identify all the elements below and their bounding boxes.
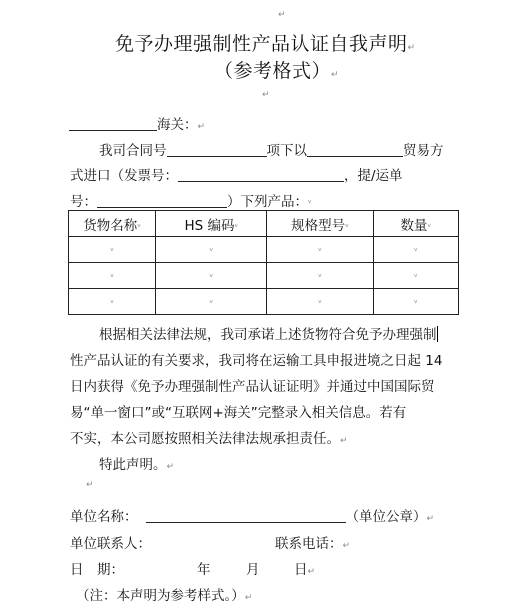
customs-blank[interactable] <box>69 116 157 131</box>
table-row <box>69 237 459 263</box>
trade-mode-blank[interactable] <box>307 142 403 157</box>
table-cell[interactable]: ᵛ <box>373 237 458 263</box>
commitment-line: 易“单一窗口”或“互联网+海关”完整录入相关信息。若有 <box>70 405 407 421</box>
bill-line: 号： ）下列产品：ᵛ <box>70 194 312 210</box>
table-cell[interactable]: ᵛ <box>69 263 156 289</box>
unit-name-line: 单位名称： （单位公章）↵ <box>70 509 435 525</box>
date-day: 日↵ <box>294 562 316 578</box>
paragraph-mark: ↵ <box>86 480 94 490</box>
paragraph-mark: ↵ <box>262 90 270 100</box>
date-label: 日 期： <box>70 562 124 578</box>
commitment-line: 性产品认证的有关要求，我司将在运输工具申报进境之日起 14 <box>70 353 443 369</box>
bill-number-blank[interactable] <box>97 193 227 208</box>
column-header: 数量ᵛ <box>373 211 458 237</box>
table-cell[interactable]: ᵛ <box>267 237 373 263</box>
table-header-row <box>69 211 459 237</box>
table-cell[interactable]: ᵛ <box>156 263 267 289</box>
table-cell[interactable]: ᵛ <box>69 289 156 315</box>
date-month: 月 <box>246 562 260 578</box>
phone-label: 联系电话：↵ <box>275 536 351 552</box>
date-year: 年 <box>197 562 211 578</box>
column-header: 规格型号ᵛ <box>267 211 373 237</box>
goods-table <box>68 210 459 315</box>
table-cell[interactable]: ᵛ <box>267 263 373 289</box>
contract-number-blank[interactable] <box>167 142 267 157</box>
contract-line: 我司合同号 项下以 贸易方 <box>99 143 444 159</box>
declaration-text: 特此声明。↵ <box>99 457 175 473</box>
table-row <box>69 263 459 289</box>
document-title: 免予办理强制性产品认证自我声明↵ <box>115 33 416 55</box>
document-subtitle: （参考格式）↵ <box>214 60 340 82</box>
invoice-number-blank[interactable] <box>178 167 344 182</box>
table-row <box>69 289 459 315</box>
table-cell[interactable]: ᵛ <box>156 237 267 263</box>
table-cell[interactable]: ᵛ <box>156 289 267 315</box>
unit-name-blank[interactable] <box>146 508 346 523</box>
column-header: HS 编码ᵛ <box>156 211 267 237</box>
footnote: （注：本声明为参考样式。）↵ <box>76 588 253 604</box>
paragraph-mark: ↵ <box>278 10 286 20</box>
contact-person-label: 单位联系人： <box>70 536 151 552</box>
commitment-line: 日内获得《免予办理强制性产品认证证明》并通过中国国际贸 <box>70 379 435 395</box>
customs-line: 海关：↵ <box>69 113 205 133</box>
commitment-line: 不实，本公司愿按照相关法律法规承担责任。↵ <box>70 431 348 447</box>
table-cell[interactable]: ᵛ <box>267 289 373 315</box>
commitment-line: 根据相关法律法规，我司承诺上述货物符合免予办理强制 <box>99 327 437 343</box>
table-cell[interactable]: ᵛ <box>373 289 458 315</box>
table-cell[interactable]: ᵛ <box>69 237 156 263</box>
column-header: 货物名称ᵛ <box>69 211 156 237</box>
invoice-line: 式进口（发票号： ，提/运单 <box>70 168 403 184</box>
text-cursor <box>437 326 438 342</box>
table-cell[interactable]: ᵛ <box>373 263 458 289</box>
